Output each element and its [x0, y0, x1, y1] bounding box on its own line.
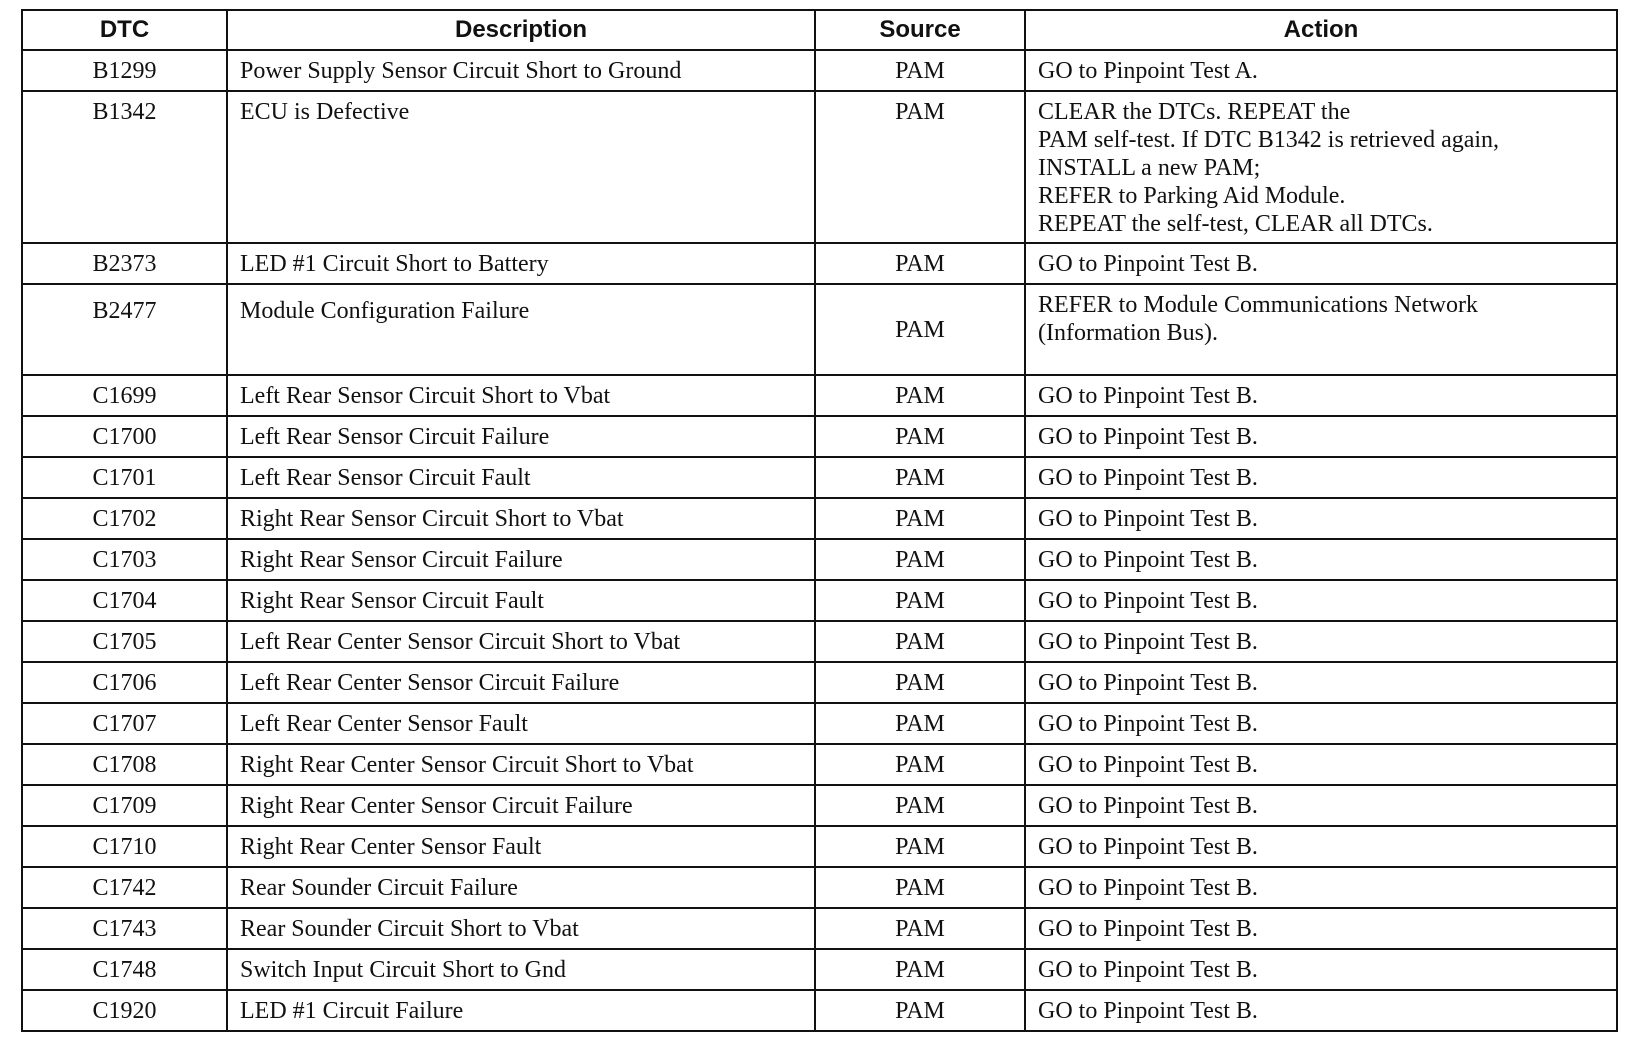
dtc-description: Right Rear Sensor Circuit Failure	[227, 539, 815, 580]
dtc-description: Left Rear Sensor Circuit Short to Vbat	[227, 375, 815, 416]
dtc-code: C1743	[22, 908, 227, 949]
table-row	[22, 990, 1617, 1031]
action-line: GO to Pinpoint Test B.	[1038, 423, 1258, 450]
dtc-code: C1707	[22, 703, 227, 744]
dtc-source: PAM	[815, 284, 1025, 375]
table-row	[22, 949, 1617, 990]
dtc-source: PAM	[815, 243, 1025, 284]
dtc-source: PAM	[815, 416, 1025, 457]
action-line: INSTALL a new PAM;	[1038, 155, 1261, 181]
dtc-table	[21, 9, 1618, 1032]
header-source: Source	[815, 10, 1025, 50]
action-line: GO to Pinpoint Test B.	[1038, 250, 1258, 277]
dtc-action	[1025, 375, 1617, 416]
dtc-action	[1025, 91, 1617, 243]
dtc-source: PAM	[815, 375, 1025, 416]
header-row	[22, 10, 1617, 50]
table-row	[22, 826, 1617, 867]
dtc-description: Right Rear Center Sensor Circuit Short to Vbat	[227, 744, 815, 785]
dtc-source: PAM	[815, 949, 1025, 990]
dtc-code: C1748	[22, 949, 227, 990]
dtc-code: C1708	[22, 744, 227, 785]
table-body	[22, 50, 1617, 1031]
dtc-action	[1025, 908, 1617, 949]
action-line: GO to Pinpoint Test B.	[1038, 587, 1258, 614]
dtc-action	[1025, 457, 1617, 498]
dtc-source: PAM	[815, 744, 1025, 785]
dtc-description: LED #1 Circuit Short to Battery	[227, 243, 815, 284]
dtc-source: PAM	[815, 498, 1025, 539]
table-row	[22, 50, 1617, 91]
dtc-code: B2477	[22, 284, 227, 375]
dtc-source: PAM	[815, 908, 1025, 949]
dtc-code: C1699	[22, 375, 227, 416]
dtc-description: Left Rear Center Sensor Fault	[227, 703, 815, 744]
dtc-description: Right Rear Sensor Circuit Fault	[227, 580, 815, 621]
dtc-description: ECU is Defective	[227, 91, 815, 243]
action-line: GO to Pinpoint Test B.	[1038, 669, 1258, 696]
header-description: Description	[227, 10, 815, 50]
action-line: GO to Pinpoint Test B.	[1038, 464, 1258, 491]
table-row	[22, 785, 1617, 826]
action-line: GO to Pinpoint Test B.	[1038, 956, 1258, 983]
dtc-action	[1025, 826, 1617, 867]
dtc-code: C1920	[22, 990, 227, 1031]
table-row	[22, 457, 1617, 498]
dtc-code: C1709	[22, 785, 227, 826]
dtc-action	[1025, 662, 1617, 703]
action-line: GO to Pinpoint Test B.	[1038, 710, 1258, 737]
action-line: GO to Pinpoint Test B.	[1038, 874, 1258, 901]
action-line: REFER to Parking Aid Module.	[1038, 183, 1346, 209]
dtc-source: PAM	[815, 990, 1025, 1031]
dtc-code: C1703	[22, 539, 227, 580]
dtc-action	[1025, 703, 1617, 744]
table-row	[22, 580, 1617, 621]
dtc-source: PAM	[815, 457, 1025, 498]
dtc-source: PAM	[815, 91, 1025, 243]
table-row	[22, 908, 1617, 949]
dtc-action	[1025, 990, 1617, 1031]
header-dtc: DTC	[22, 10, 227, 50]
action-line: GO to Pinpoint Test B.	[1038, 382, 1258, 409]
table-row	[22, 498, 1617, 539]
table-row	[22, 375, 1617, 416]
dtc-action	[1025, 284, 1617, 375]
dtc-code: C1701	[22, 457, 227, 498]
table-row	[22, 284, 1617, 375]
dtc-source: PAM	[815, 662, 1025, 703]
dtc-description: Module Configuration Failure	[227, 284, 815, 375]
dtc-description: Right Rear Center Sensor Fault	[227, 826, 815, 867]
dtc-code: B1299	[22, 50, 227, 91]
dtc-code: C1700	[22, 416, 227, 457]
dtc-action	[1025, 949, 1617, 990]
dtc-description: Rear Sounder Circuit Short to Vbat	[227, 908, 815, 949]
dtc-description: Power Supply Sensor Circuit Short to Ground	[227, 50, 815, 91]
table-row	[22, 416, 1617, 457]
dtc-code: C1742	[22, 867, 227, 908]
action-line: PAM self-test. If DTC B1342 is retrieved again,	[1038, 127, 1500, 153]
dtc-action	[1025, 785, 1617, 826]
action-line: GO to Pinpoint Test B.	[1038, 751, 1258, 778]
action-line: REFER to Module Communications Network	[1038, 292, 1478, 318]
table-row	[22, 867, 1617, 908]
dtc-description: Rear Sounder Circuit Failure	[227, 867, 815, 908]
action-line: GO to Pinpoint Test B.	[1038, 997, 1258, 1024]
dtc-action	[1025, 867, 1617, 908]
action-line: (Information Bus).	[1038, 320, 1218, 346]
dtc-source: PAM	[815, 539, 1025, 580]
dtc-action	[1025, 243, 1617, 284]
dtc-source: PAM	[815, 703, 1025, 744]
dtc-code: C1705	[22, 621, 227, 662]
dtc-description: Left Rear Center Sensor Circuit Short to Vbat	[227, 621, 815, 662]
dtc-source: PAM	[815, 826, 1025, 867]
action-line: CLEAR the DTCs. REPEAT the	[1038, 99, 1351, 125]
dtc-action	[1025, 621, 1617, 662]
dtc-code: B2373	[22, 243, 227, 284]
action-line: GO to Pinpoint Test B.	[1038, 792, 1258, 819]
dtc-code: C1706	[22, 662, 227, 703]
table-row	[22, 243, 1617, 284]
dtc-source: PAM	[815, 867, 1025, 908]
dtc-source: PAM	[815, 621, 1025, 662]
table-row	[22, 621, 1617, 662]
dtc-action	[1025, 416, 1617, 457]
dtc-code: C1710	[22, 826, 227, 867]
dtc-action	[1025, 744, 1617, 785]
dtc-action	[1025, 580, 1617, 621]
table-row	[22, 703, 1617, 744]
action-line: GO to Pinpoint Test B.	[1038, 915, 1258, 942]
action-line: REPEAT the self-test, CLEAR all DTCs.	[1038, 211, 1433, 237]
table-row	[22, 91, 1617, 243]
dtc-source: PAM	[815, 50, 1025, 91]
table-row	[22, 539, 1617, 580]
action-line: GO to Pinpoint Test B.	[1038, 628, 1258, 655]
table-row	[22, 744, 1617, 785]
dtc-description: Switch Input Circuit Short to Gnd	[227, 949, 815, 990]
dtc-description: Left Rear Center Sensor Circuit Failure	[227, 662, 815, 703]
action-line: GO to Pinpoint Test B.	[1038, 833, 1258, 860]
dtc-code: B1342	[22, 91, 227, 243]
action-line: GO to Pinpoint Test A.	[1038, 57, 1258, 84]
dtc-description: Left Rear Sensor Circuit Fault	[227, 457, 815, 498]
dtc-source: PAM	[815, 580, 1025, 621]
action-line: GO to Pinpoint Test B.	[1038, 546, 1258, 573]
table-row	[22, 662, 1617, 703]
dtc-action	[1025, 50, 1617, 91]
dtc-code: C1704	[22, 580, 227, 621]
dtc-description: Right Rear Center Sensor Circuit Failure	[227, 785, 815, 826]
dtc-description: LED #1 Circuit Failure	[227, 990, 815, 1031]
dtc-description: Right Rear Sensor Circuit Short to Vbat	[227, 498, 815, 539]
action-line: GO to Pinpoint Test B.	[1038, 505, 1258, 532]
dtc-code: C1702	[22, 498, 227, 539]
header-action: Action	[1025, 10, 1617, 50]
dtc-action	[1025, 498, 1617, 539]
dtc-description: Left Rear Sensor Circuit Failure	[227, 416, 815, 457]
dtc-action	[1025, 539, 1617, 580]
dtc-source: PAM	[815, 785, 1025, 826]
